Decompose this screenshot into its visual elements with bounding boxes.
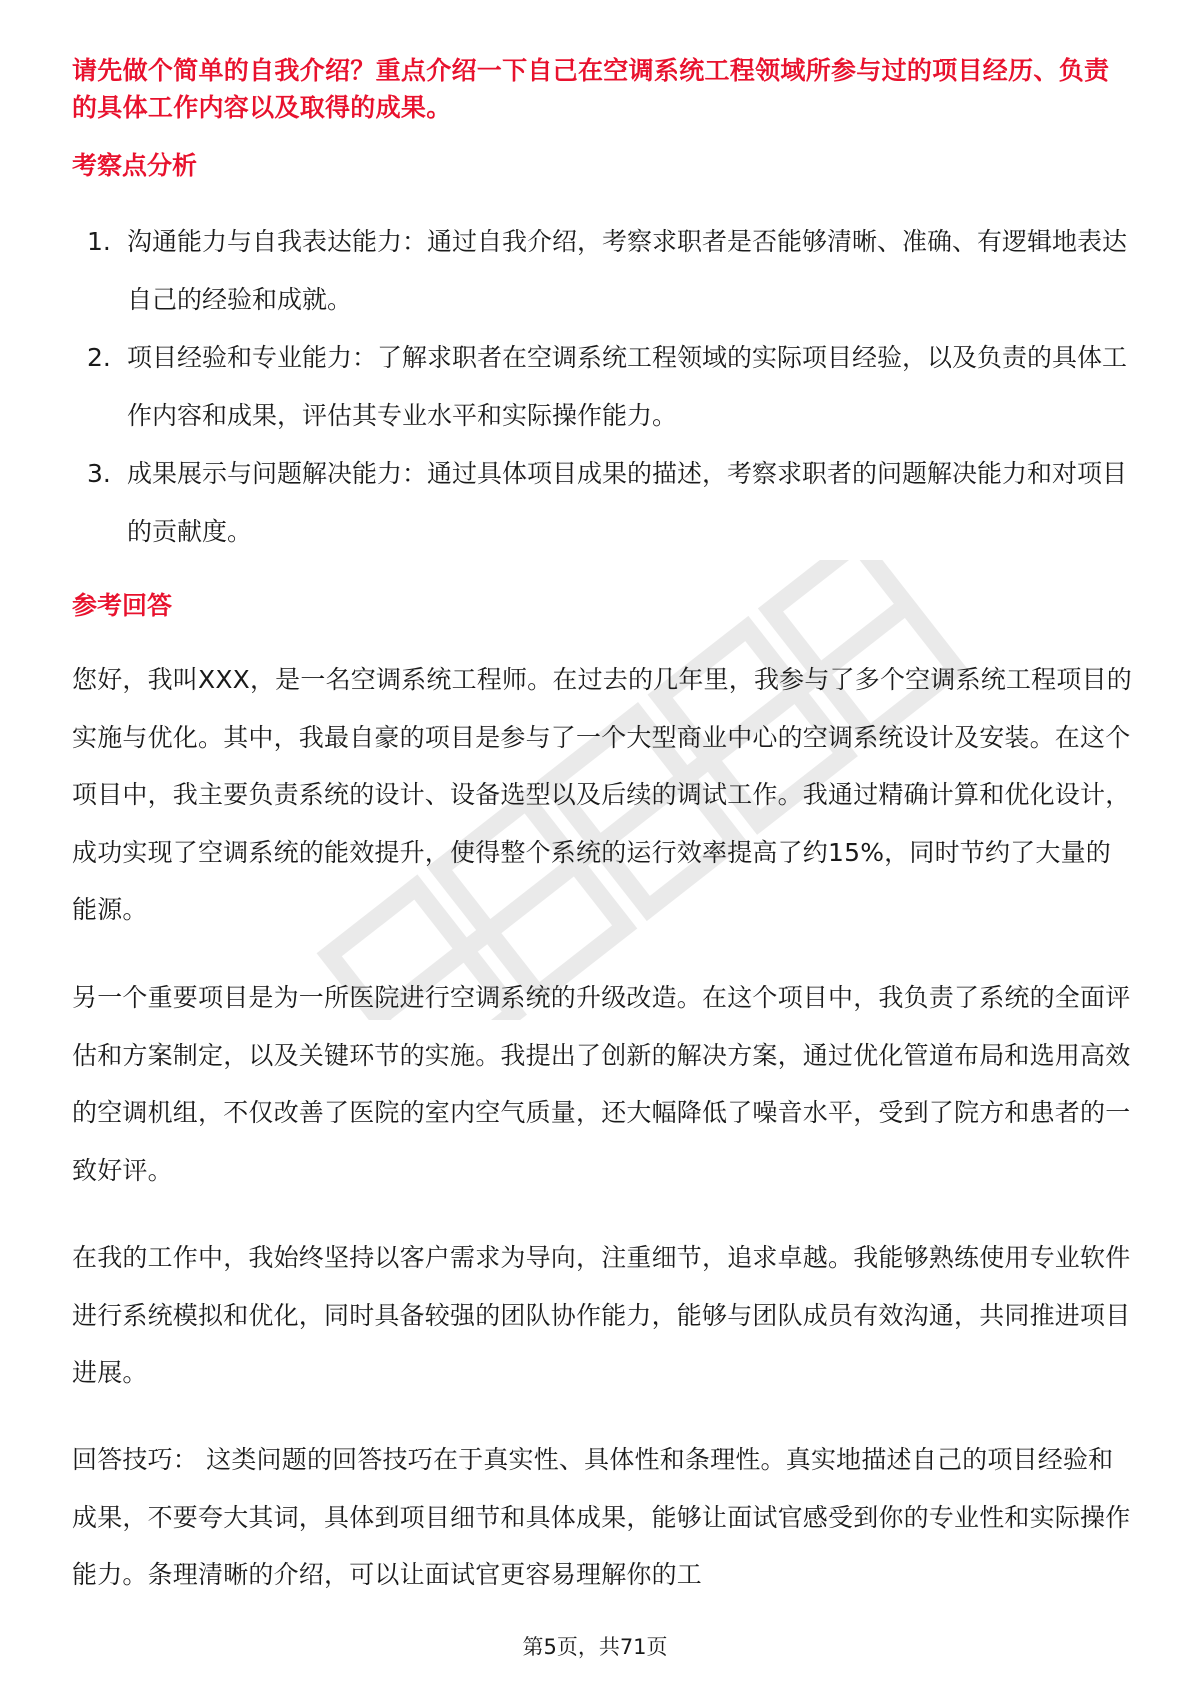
list-item-text: 项目经验和专业能力：了解求职者在空调系统工程领域的实际项目经验，以及负责的具体工作内容和成果，评估其专业水平和实际操作能力。 [127, 343, 1128, 430]
answer-paragraph: 在我的工作中，我始终坚持以客户需求为导向，注重细节，追求卓越。我能够熟练使用专业软件进行系统模拟和优化，同时具备较强的团队协作能力，能够与团队成员有效沟通，共同推进项目进展。 [72, 1243, 1131, 1387]
list-item-number: 2. [87, 343, 111, 372]
question-title: 请先做个简单的自我介绍？重点介绍一下自己在空调系统工程领域所参与过的项目经历、负责的具体工作内容以及取得的成果。 [72, 56, 1110, 122]
list-item [72, 445, 1132, 561]
list-item-number: 1. [87, 227, 111, 256]
list-item-text: 成果展示与问题解决能力：通过具体项目成果的描述，考察求职者的问题解决能力和对项目的贡献度。 [127, 459, 1128, 546]
answer-paragraph: 您好，我叫XXX，是一名空调系统工程师。在过去的几年里，我参与了多个空调系统工程项目的实施与优化。其中，我最自豪的项目是参与了一个大型商业中心的空调系统设计及安装。在这个项目中，我主要负责系统的设计、设备选型以及后续的调试工作。我通过精确计算和优化设计，成功实现了空调系统的能效提升，使得整个系统的运行效率提高了约15%，同时节约了大量的能源。 [72, 665, 1132, 924]
list-item-number: 3. [87, 459, 111, 488]
answer-paragraph: 另一个重要项目是为一所医院进行空调系统的升级改造。在这个项目中，我负责了系统的全面评估和方案制定，以及关键环节的实施。我提出了创新的解决方案，通过优化管道布局和选用高效的空调机组，不仅改善了医院的室内空气质量，还大幅降低了噪音水平，受到了院方和患者的一致好评。 [72, 983, 1131, 1185]
list-item-text: 沟通能力与自我表达能力：通过自我介绍，考察求职者是否能够清晰、准确、有逻辑地表达自己的经验和成就。 [127, 227, 1128, 314]
list-item [72, 329, 1132, 445]
answer-heading: 参考回答 [72, 591, 173, 620]
analysis-list [72, 213, 1132, 561]
analysis-heading: 考察点分析 [72, 151, 198, 180]
answer-tips-paragraph: 回答技巧： 这类问题的回答技巧在于真实性、具体性和条理性。真实地描述自己的项目经验和成果，不要夸大其词，具体到项目细节和具体成果，能够让面试官感受到你的专业性和实际操作能力。条理清晰的介绍，可以让面试官更容易理解你的工 [72, 1445, 1131, 1589]
page-number: 第5页，共71页 [522, 1635, 668, 1659]
list-item [72, 213, 1132, 329]
